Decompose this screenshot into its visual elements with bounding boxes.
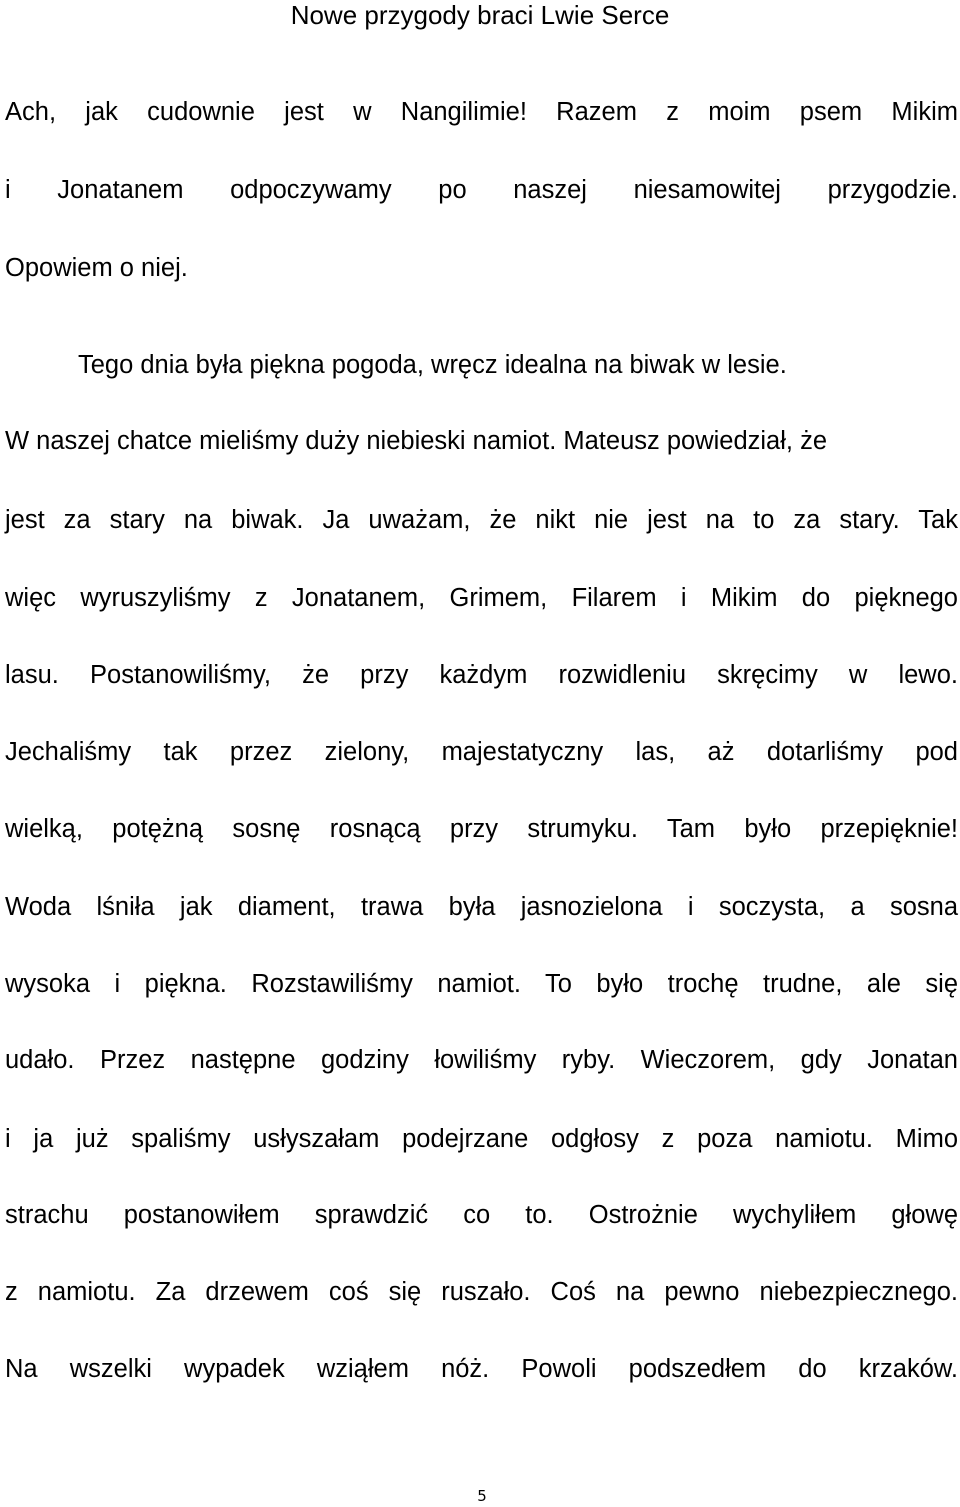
text-line: z namiotu. Za drzewem coś się ruszało. Coś na pewno niebezpiecznego.: [5, 1278, 958, 1306]
text-line: i ja już spaliśmy usłyszałam podejrzane odgłosy z poza namiotu. Mimo: [5, 1125, 958, 1153]
text-line: Woda lśniła jak diament, trawa była jasnozielona i soczysta, a sosna: [5, 893, 958, 921]
text-line: wielką, potężną sosnę rosnącą przy strumyku. Tam było przepięknie!: [5, 815, 958, 843]
text-line: udało. Przez następne godziny łowiliśmy ryby. Wieczorem, gdy Jonatan: [5, 1046, 958, 1074]
page-number: 5: [477, 1487, 487, 1505]
text-line: W naszej chatce mieliśmy duży niebieski namiot. Mateusz powiedział, że: [5, 427, 828, 455]
text-line: lasu. Postanowiliśmy, że przy każdym rozwidleniu skręcimy w lewo.: [5, 661, 958, 689]
text-line: wysoka i piękna. Rozstawiliśmy namiot. To było trochę trudne, ale się: [5, 970, 958, 998]
text-line: Opowiem o niej.: [5, 254, 188, 282]
text-line: i Jonatanem odpoczywamy po naszej niesamowitej przygodzie.: [5, 176, 958, 204]
text-line: jest za stary na biwak. Ja uważam, że nikt nie jest na to za stary. Tak: [5, 506, 958, 534]
text-line: strachu postanowiłem sprawdzić co to. Ostrożnie wychyliłem głowę: [5, 1201, 958, 1229]
text-line: Jechaliśmy tak przez zielony, majestatyczny las, aż dotarliśmy pod: [5, 738, 958, 766]
text-line: więc wyruszyliśmy z Jonatanem, Grimem, Filarem i Mikim do pięknego: [5, 584, 958, 612]
text-line: Tego dnia była piękna pogoda, wręcz idealna na biwak w lesie.: [78, 351, 787, 379]
text-line: Ach, jak cudownie jest w Nangilimie! Razem z moim psem Mikim: [5, 98, 958, 126]
document-title: Nowe przygody braci Lwie Serce: [290, 0, 670, 30]
text-line: Na wszelki wypadek wziąłem nóż. Powoli podszedłem do krzaków.: [5, 1355, 958, 1383]
